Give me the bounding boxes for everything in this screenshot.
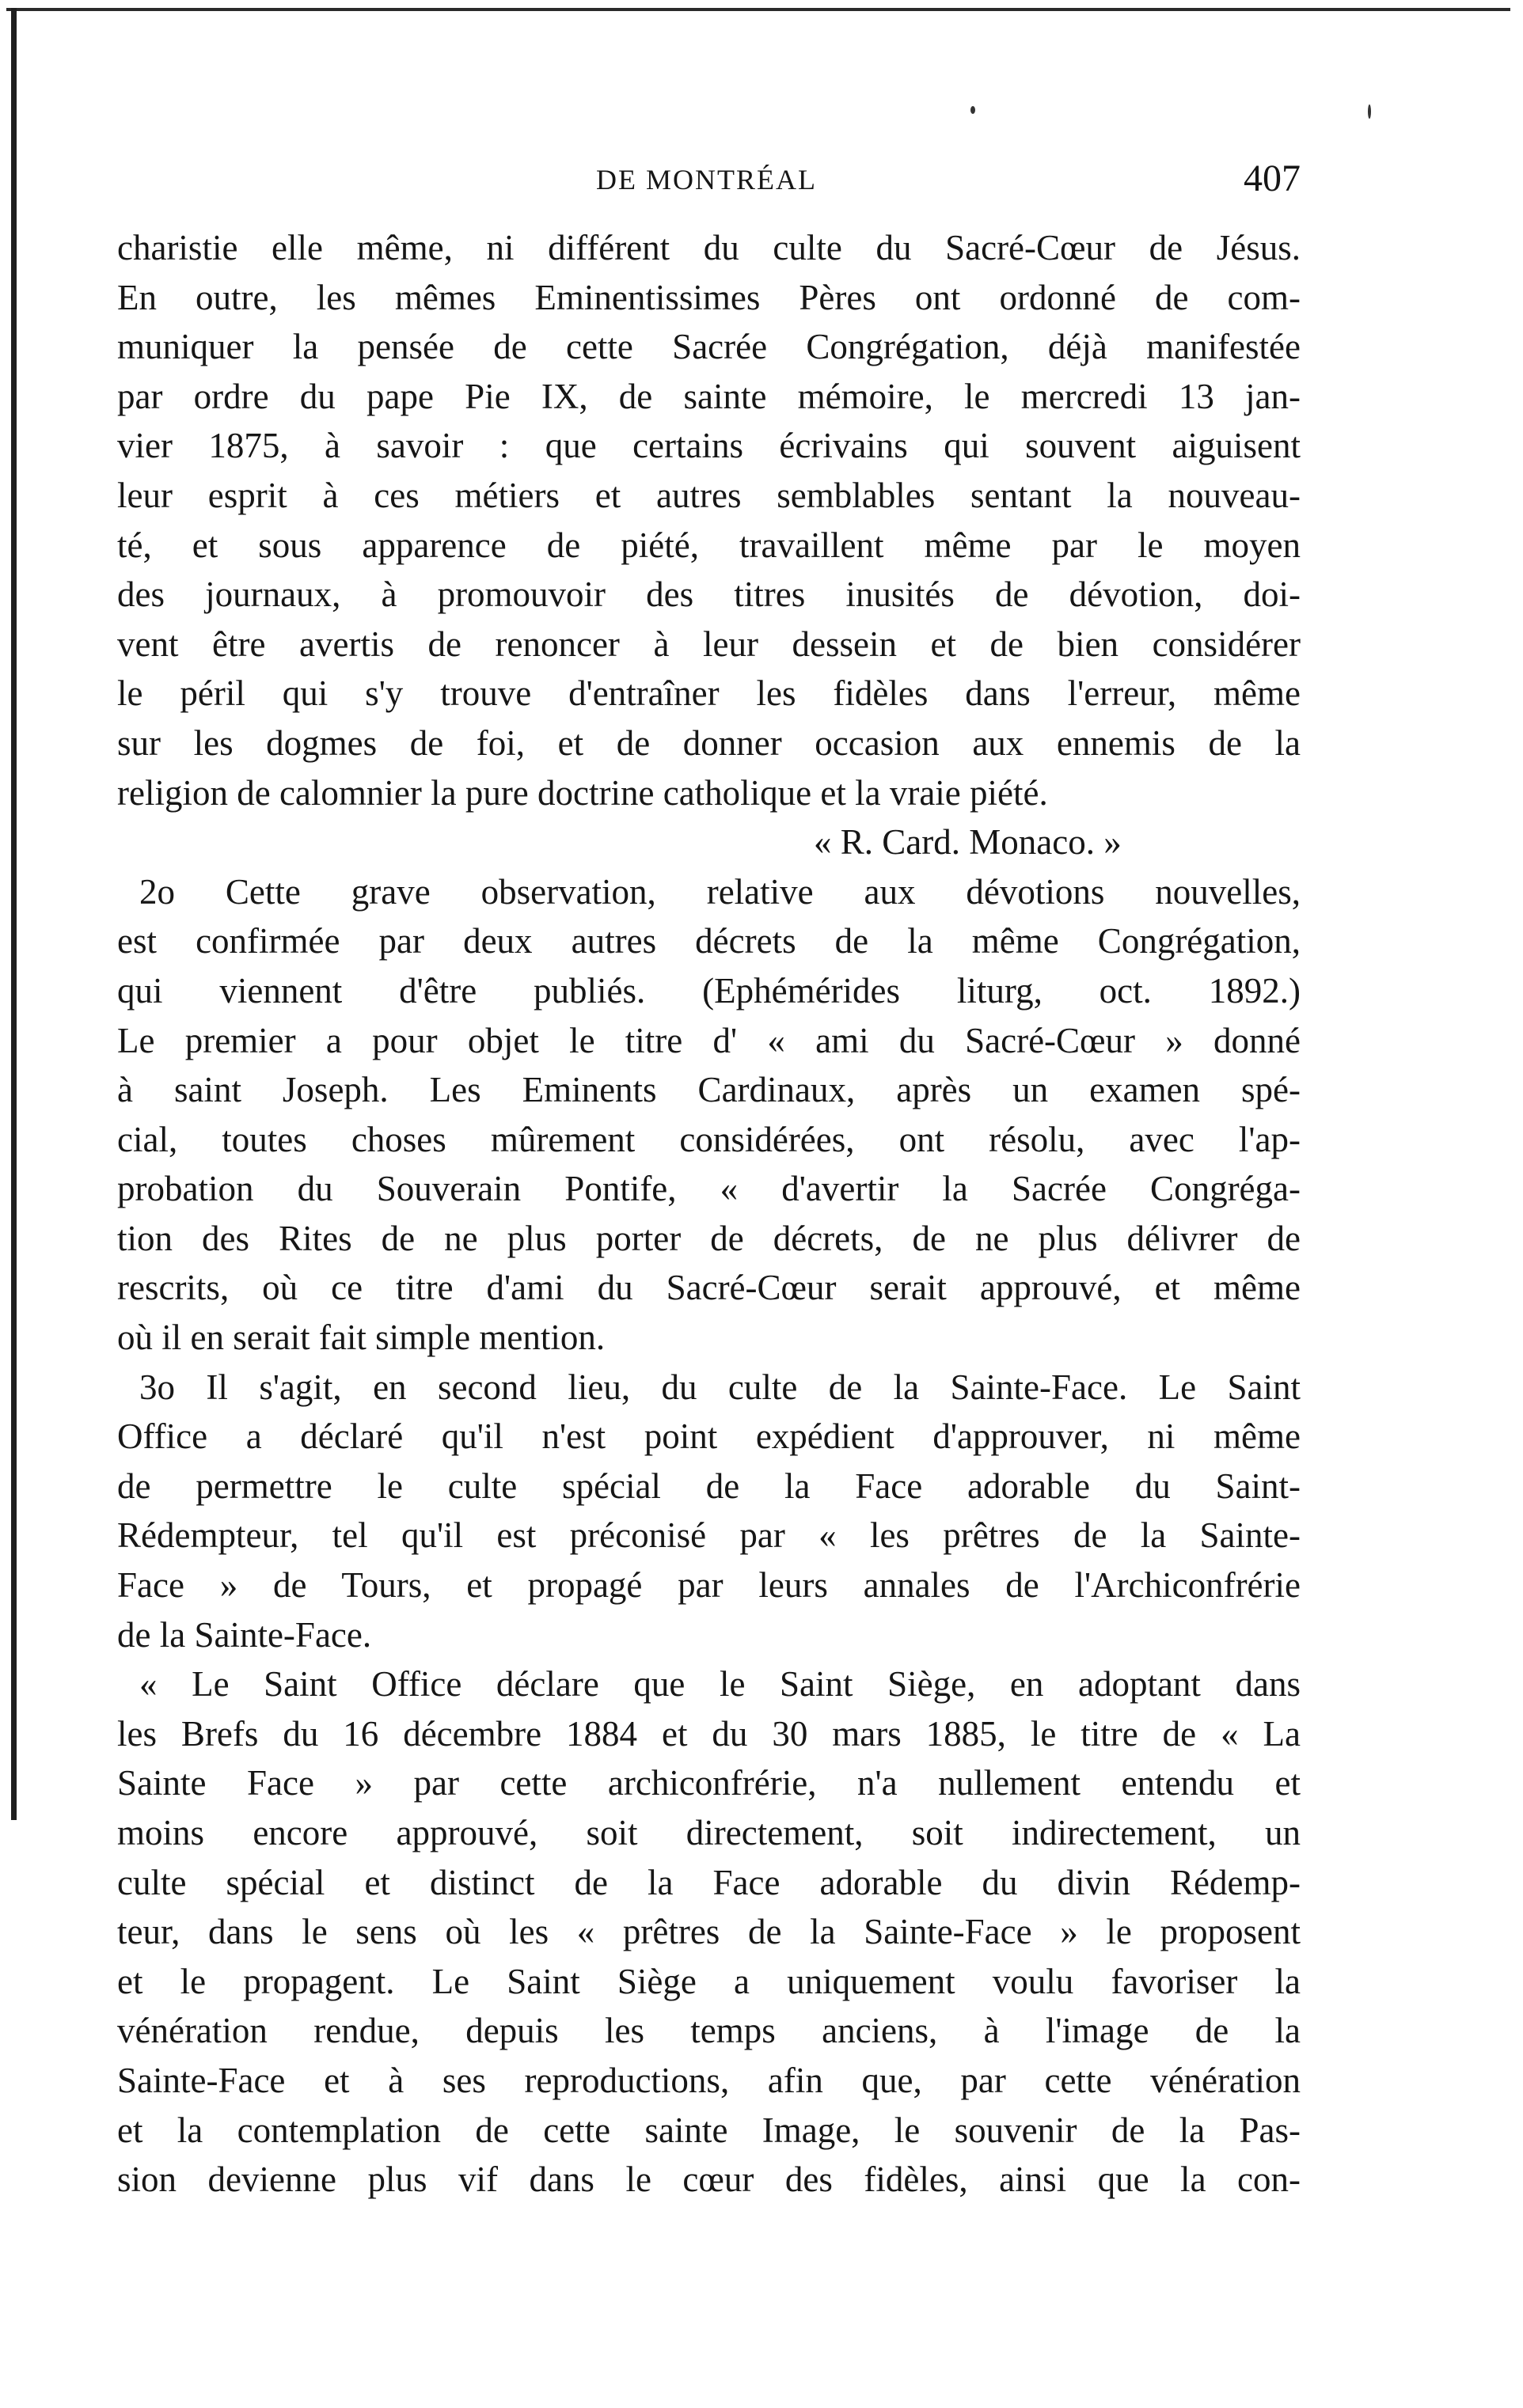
text-line: Office a déclaré qu'il n'est point expédient d'approuver, ni même bbox=[117, 1416, 1301, 1457]
text-line: Sainte-Face et à ses reproductions, afin que, par cette vénération bbox=[117, 2060, 1301, 2100]
text-line: et la contemplation de cette sainte Image, le souvenir de la Pas- bbox=[117, 2110, 1301, 2150]
text-line: teur, dans le sens où les « prêtres de la Sainte-Face » le proposent bbox=[117, 1912, 1301, 1952]
text-line: vier 1875, à savoir : que certains écrivains qui souvent aiguisent bbox=[117, 426, 1301, 466]
text-line: sur les dogmes de foi, et de donner occasion aux ennemis de la bbox=[117, 722, 1301, 763]
text-line: leur esprit à ces métiers et autres semblables sentant la nouveau- bbox=[117, 475, 1301, 515]
text-line: de permettre le culte spécial de la Face adorable du Saint- bbox=[117, 1466, 1301, 1506]
text-line: probation du Souverain Pontife, « d'avertir la Sacrée Congréga- bbox=[117, 1169, 1301, 1209]
text-line: 3o Il s'agit, en second lieu, du culte de la Sainte-Face. Le Saint bbox=[139, 1367, 1301, 1407]
text-line: Rédempteur, tel qu'il est préconisé par « les prêtres de la Sainte- bbox=[117, 1515, 1301, 1556]
text-line: culte spécial et distinct de la Face adorable du divin Rédemp- bbox=[117, 1862, 1301, 1902]
text-line: est confirmée par deux autres décrets de la même Congrégation, bbox=[117, 921, 1301, 961]
text-line: vénération rendue, depuis les temps anciens, à l'image de la bbox=[117, 2011, 1301, 2051]
signature-line: « R. Card. Monaco. » bbox=[814, 822, 1122, 863]
text-line: religion de calomnier la pure doctrine catholique et la vraie piété. bbox=[117, 772, 1048, 813]
text-line: de la Sainte-Face. bbox=[117, 1614, 372, 1655]
text-line: charistie elle même, ni différent du culte du Sacré-Cœur de Jésus. bbox=[117, 228, 1301, 267]
text-line: les Brefs du 16 décembre 1884 et du 30 mars 1885, le titre de « La bbox=[117, 1713, 1301, 1754]
left-margin-line bbox=[11, 8, 17, 1820]
text-line: Face » de Tours, et propagé par leurs annales de l'Archiconfrérie bbox=[117, 1565, 1301, 1606]
text-line: muniquer la pensée de cette Sacrée Congrégation, déjà manifestée bbox=[117, 327, 1301, 367]
text-line: et le propagent. Le Saint Siège a uniquement voulu favoriser la bbox=[117, 1961, 1301, 2001]
text-line: 2o Cette grave observation, relative aux dévotions nouvelles, bbox=[139, 871, 1301, 912]
body-text bbox=[117, 223, 1301, 2205]
text-line: En outre, les mêmes Eminentissimes Pères ont ordonné de com- bbox=[117, 277, 1301, 317]
text-line: té, et sous apparence de piété, travaillent même par le moyen bbox=[117, 525, 1301, 565]
top-edge-line bbox=[6, 8, 1510, 11]
text-line: vent être avertis de renoncer à leur dessein et de bien considérer bbox=[117, 624, 1301, 664]
text-line: à saint Joseph. Les Eminents Cardinaux, après un examen spé- bbox=[117, 1070, 1301, 1110]
text-line: par ordre du pape Pie IX, de sainte mémoire, le mercredi 13 jan- bbox=[117, 376, 1301, 416]
running-title: DE MONTRÉAL bbox=[596, 164, 817, 195]
text-line: où il en serait fait simple mention. bbox=[117, 1318, 606, 1358]
text-line: Le premier a pour objet le titre d' « ami du Sacré-Cœur » donné bbox=[117, 1020, 1301, 1060]
text-line: moins encore approuvé, soit directement, soit indirectement, un bbox=[117, 1813, 1301, 1852]
text-line: le péril qui s'y trouve d'entraîner les fidèles dans l'erreur, même bbox=[117, 673, 1301, 714]
text-line: sion devienne plus vif dans le cœur des fidèles, ainsi que la con- bbox=[117, 2160, 1301, 2200]
speck bbox=[970, 106, 975, 114]
text-line: rescrits, où ce titre d'ami du Sacré-Cœur serait approuvé, et même bbox=[117, 1268, 1301, 1308]
text-line: tion des Rites de ne plus porter de décrets, de ne plus délivrer de bbox=[117, 1218, 1301, 1258]
running-head bbox=[117, 157, 1301, 207]
text-line: qui viennent d'être publiés. (Ephémérides liturg, oct. 1892.) bbox=[117, 970, 1301, 1011]
text-line: des journaux, à promouvoir des titres inusités de dévotion, doi- bbox=[117, 575, 1301, 615]
speck bbox=[1368, 104, 1371, 119]
text-line: Sainte Face » par cette archiconfrérie, n'a nullement entendu et bbox=[117, 1763, 1301, 1803]
page-number: 407 bbox=[1244, 157, 1301, 199]
text-line: « Le Saint Office déclare que le Saint Siège, en adoptant dans bbox=[139, 1664, 1301, 1705]
text-line: cial, toutes choses mûrement considérées, ont résolu, avec l'ap- bbox=[117, 1119, 1301, 1159]
